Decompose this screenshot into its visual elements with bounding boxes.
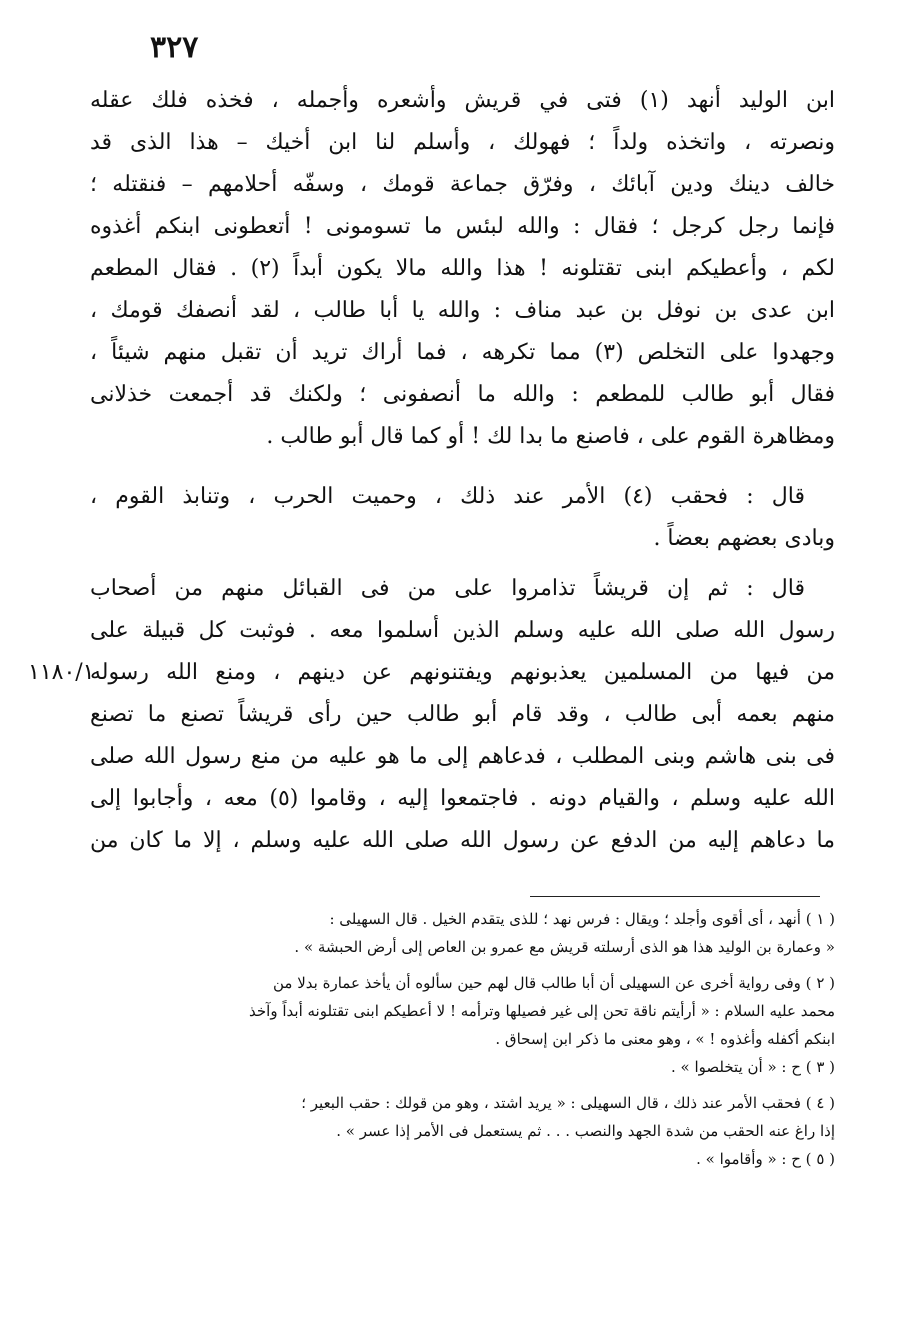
paragraph-2	[90, 476, 835, 560]
text-line: وجهدوا على التخلص (٣) مما تكرهه ، فما أراك تريد أن تقبل منهم شيئاً ،	[90, 340, 835, 365]
text-line: ومظاهرة القوم على ، فاصنع ما بدا لك ! أو كما قال أبو طالب .	[266, 424, 835, 449]
text-line: ابن الوليد أنهد (١) فتى في قريش وأشعره وأجمله ، فخذه فلك عقله	[90, 88, 835, 113]
text-line: فإنما رجل كرجل ؛ فقال : والله لبئس ما تسومونى ! أتعطونى ابنكم أغذوه	[90, 214, 835, 239]
footnote-line: ( ٥ ) ح : « وأقاموا » .	[696, 1150, 835, 1168]
footnote-5	[90, 1145, 835, 1173]
text-line: فى بنى هاشم وبنى المطلب ، فدعاهم إلى ما هو عليه من منع رسول الله صلى	[90, 744, 835, 769]
footnote-line: إذا راغ عنه الحقب من شدة الجهد والنصب . . . ثم يستعمل فى الأمر إذا عسر » .	[336, 1122, 835, 1140]
text-line: قال : ثم إن قريشاً تذامروا على من فى القبائل منهم من أصحاب	[90, 576, 805, 601]
footnote-line: محمد عليه السلام : « أرأيتم ناقة تحن إلى غير فصيلها وترأمه ! لا أعطيكم ابنى تقتلونه أبداً وآخذ	[249, 1002, 835, 1020]
text-line: ونصرته ، واتخذه ولداً ؛ فهولك ، وأسلم لنا ابن أخيك – هذا الذى قد	[90, 130, 835, 155]
text-line: الله عليه وسلم ، والقيام دونه . فاجتمعوا إليه ، وقاموا (٥) معه ، وأجابوا إلى	[90, 786, 835, 811]
footnote-divider	[530, 896, 820, 897]
footnote-2	[90, 969, 835, 1053]
text-line: ابن عدى بن نوفل بن عبد مناف : والله يا أبا طالب ، لقد أنصفك قومك ،	[90, 298, 835, 323]
footnote-line: ابنكم أكفله وأغذوه ! » ، وهو معنى ما ذكر ابن إسحاق .	[495, 1030, 835, 1048]
footnote-line: « وعمارة بن الوليد هذا هو الذى أرسلته قريش مع عمرو بن العاص إلى أرض الحبشة » .	[294, 938, 835, 956]
footnote-line: ( ٤ ) فحقب الأمر عند ذلك ، قال السهيلى : « يريد اشتد ، وهو من قولك : حقب البعير ؛	[301, 1094, 835, 1112]
paragraph-1	[90, 80, 835, 458]
footnotes	[90, 905, 835, 1173]
text-line: ما دعاهم إليه من الدفع عن رسول الله صلى الله عليه وسلم ، إلا ما كان من	[90, 828, 835, 853]
footnote-line: ( ١ ) أنهد ، أى أقوى وأجلد ؛ ويقال : فرس نهد ؛ للذى يتقدم الخيل . قال السهيلى :	[329, 910, 835, 928]
page-number: ٣٢٧	[150, 30, 199, 65]
footnote-1	[90, 905, 835, 961]
footnote-line: ( ٢ ) وفى رواية أخرى عن السهيلى أن أبا طالب قال لهم حين سألوه أن يأخذ عمارة بدلا من	[273, 974, 835, 992]
footnote-4	[90, 1089, 835, 1145]
margin-reference: ١١٨٠/١	[28, 660, 95, 685]
text-line: لكم ، وأعطيكم ابنى تقتلونه ! هذا والله مالا يكون أبداً (٢) . فقال المطعم	[90, 256, 835, 281]
text-line: قال : فحقب (٤) الأمر عند ذلك ، وحميت الحرب ، وتنابذ القوم ،	[90, 484, 805, 509]
text-line: منهم بعمه أبى طالب ، وقد قام أبو طالب حين رأى قريشاً تصنع ما تصنع	[90, 702, 835, 727]
text-line: خالف دينك ودين آبائك ، وفرّق جماعة قومك ، وسفّه أحلامهم – فنقتله ؛	[90, 172, 835, 197]
text-line: فقال أبو طالب للمطعم : والله ما أنصفونى ؛ ولكنك قد أجمعت خذلانى	[90, 382, 835, 407]
paragraph-3	[90, 568, 835, 862]
text-line: وبادى بعضهم بعضاً .	[653, 526, 835, 551]
footnote-3	[90, 1053, 835, 1081]
text-line: من فيها من المسلمين يعذبونهم ويفتنونهم عن دينهم ، ومنع الله رسوله	[90, 660, 835, 685]
text-line: رسول الله صلى الله عليه وسلم الذين أسلموا معه . فوثبت كل قبيلة على	[90, 618, 835, 643]
footnote-line: ( ٣ ) ح : « أن يتخلصوا » .	[671, 1058, 835, 1076]
